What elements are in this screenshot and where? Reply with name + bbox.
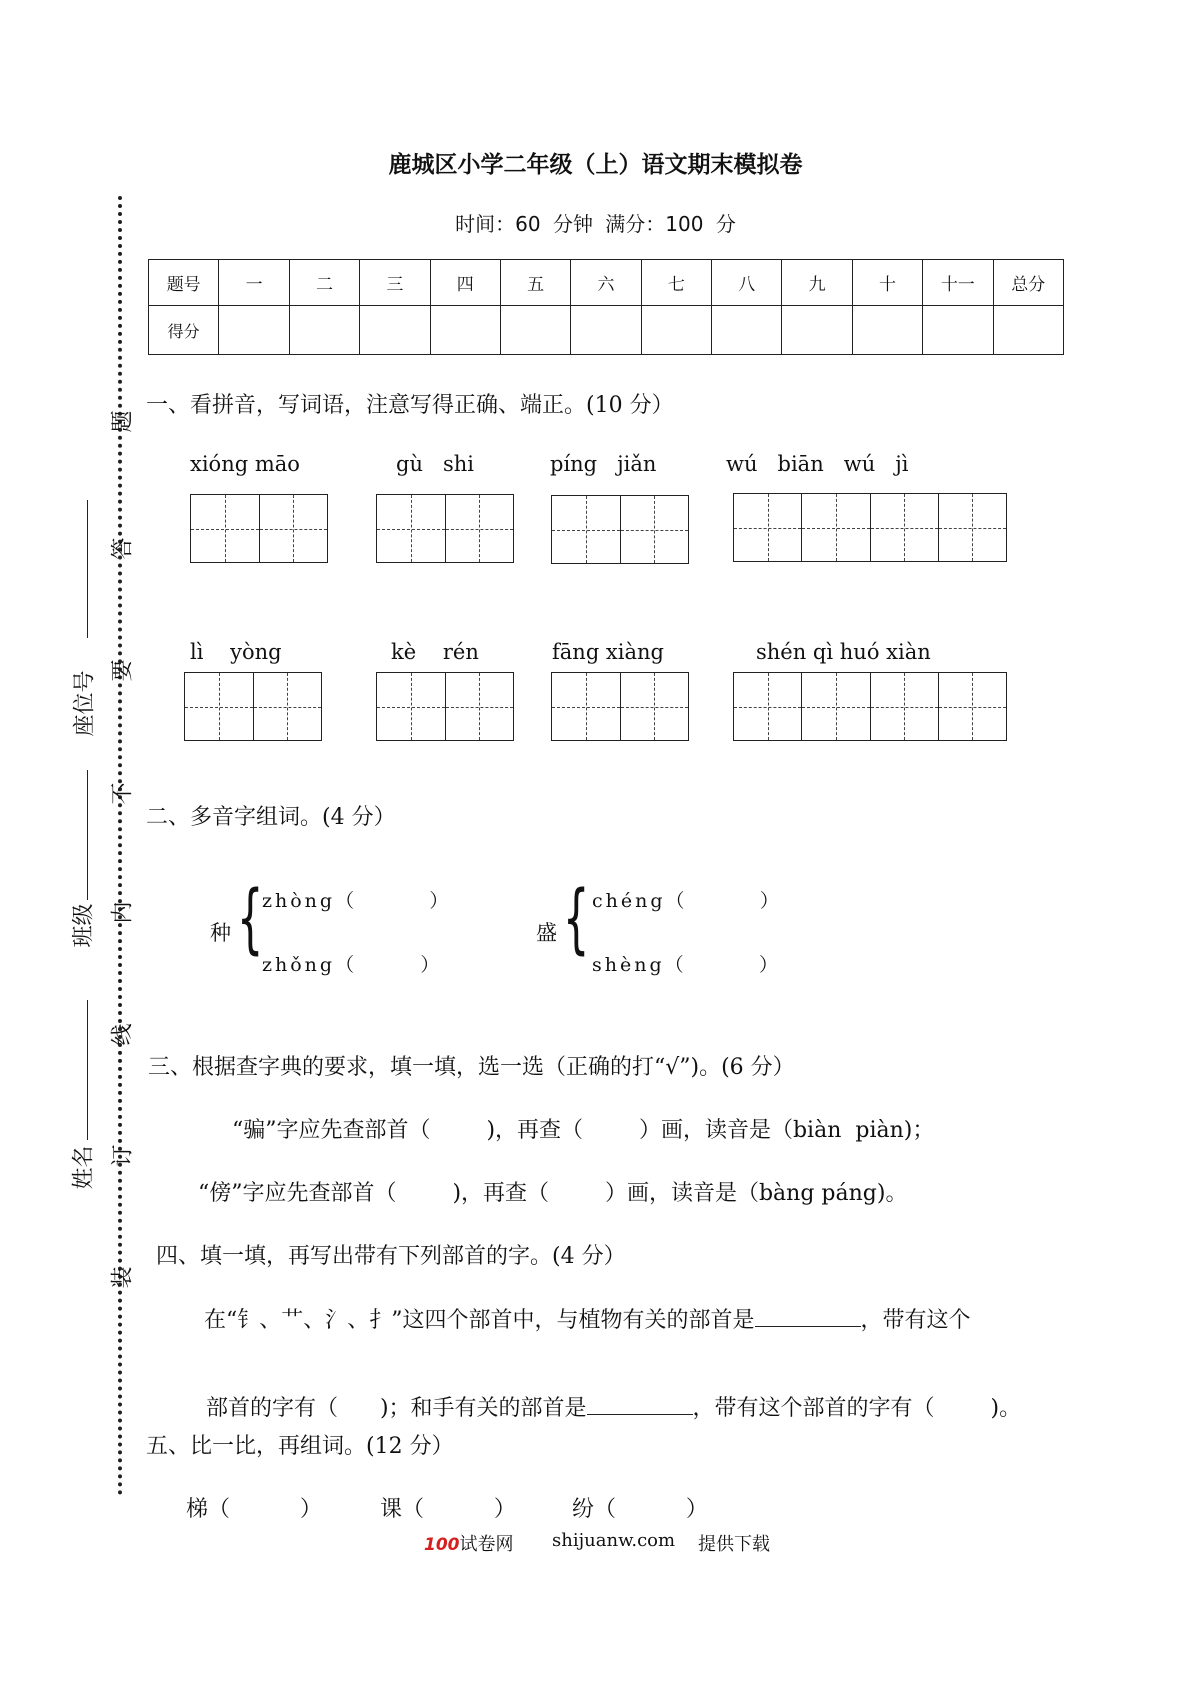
score-cell[interactable] [852,306,922,355]
score-table-score-row [149,306,1064,355]
section2-heading: 二、多音字组词。(4 分） [146,805,396,830]
score-cell[interactable] [641,306,711,355]
column-header: 二 [289,260,359,306]
compare-item[interactable]: 课（ ） [380,1497,516,1522]
score-cell[interactable] [360,306,430,355]
column-header: 总分 [993,260,1064,306]
score-table [148,259,1064,355]
section3-line[interactable]: “傍”字应先查部首（ )，再查（ ）画，读音是（bàng páng)。 [198,1181,908,1206]
binding-char: 线 [110,1023,136,1046]
pinyin-label: wú biān wú jì [726,452,909,476]
score-cell[interactable] [571,306,641,355]
seat-label: 座位号 [72,670,98,737]
score-cell[interactable] [782,306,852,355]
pinyin-label: píng jiǎn [550,452,657,476]
name-label: 姓名 [71,1145,97,1190]
section3-line[interactable]: “骗”字应先查部首（ )，再查（ ）画，读音是（biàn piàn)； [232,1118,935,1143]
polyphone-char: 盛 [536,921,557,945]
score-cell[interactable] [500,306,570,355]
column-header: 十一 [923,260,993,306]
section4-text: 在“钅、艹、氵、扌”这四个部首中，与植物有关的部首是 [204,1308,755,1333]
writing-grid[interactable] [551,672,689,741]
writing-grid[interactable] [184,672,322,741]
polyphone-item[interactable]: chéng（ ） [592,890,782,912]
compare-item[interactable]: 纷（ ） [572,1497,708,1522]
binding-char: 装 [110,1266,136,1289]
binding-char: 订 [110,1144,136,1167]
score-cell[interactable] [219,306,289,355]
site-logo: 100 [424,1535,460,1555]
section4-line1 [204,1303,971,1334]
score-cell[interactable] [923,306,993,355]
download-note: 提供下载 [698,1534,770,1555]
score-cell[interactable] [289,306,359,355]
score-cell[interactable] [993,306,1064,355]
column-header: 五 [500,260,570,306]
pinyin-label: fāng xiàng [552,640,664,664]
brace-icon: { [562,873,590,962]
seat-blank[interactable] [87,500,88,638]
pinyin-label: kè rén [391,640,479,664]
answer-blank[interactable] [755,1304,861,1327]
section4-heading: 四、填一填，再写出带有下列部首的字。(4 分） [156,1244,626,1269]
polyphone-item[interactable]: zhòng（ ） [262,890,452,912]
name-blank[interactable] [87,1000,88,1140]
footer [424,1530,514,1556]
column-header: 一 [219,260,289,306]
binding-dotted-line [118,196,122,1496]
class-blank[interactable] [87,770,88,900]
site-url[interactable]: shijuanw.com [552,1530,676,1551]
column-header: 四 [430,260,500,306]
score-cell[interactable] [430,306,500,355]
pinyin-label: gù shi [396,452,475,476]
column-header: 六 [571,260,641,306]
binding-char: 内 [110,901,136,924]
exam-info: 时间：60 分钟 满分：100 分 [455,212,736,236]
binding-char: 要 [110,659,136,682]
answer-blank[interactable] [587,1392,693,1415]
section4-text: 部首的字有（ )；和手有关的部首是 [206,1396,587,1421]
writing-grid[interactable] [551,495,689,564]
polyphone-char: 种 [210,921,231,945]
writing-grid[interactable] [376,494,514,563]
binding-char: 答 [110,537,136,560]
column-header: 三 [360,260,430,306]
column-header: 十 [852,260,922,306]
class-label: 班级 [71,903,97,948]
writing-grid[interactable] [376,672,514,741]
polyphone-item[interactable]: zhǒng（ ） [262,954,443,976]
section3-heading: 三、根据查字典的要求，填一填，选一选（正确的打“√”)。(6 分） [148,1055,795,1080]
binding-char: 题 [110,410,136,433]
site-name: 试卷网 [459,1534,514,1555]
section4-text: ，带有这个 [860,1308,971,1333]
writing-grid[interactable] [733,493,1007,562]
section5-heading: 五、比一比，再组词。(12 分） [146,1434,454,1459]
section4-text: ，带有这个部首的字有（ )。 [692,1396,1022,1421]
score-label: 得分 [149,306,219,355]
pinyin-label: lì yòng [190,640,282,664]
score-cell[interactable] [712,306,782,355]
header-label: 题号 [149,260,219,306]
pinyin-label: shén qì huó xiàn [756,640,931,664]
section4-line2 [192,1366,1021,1422]
pinyin-label: xióng māo [190,452,300,476]
brace-icon: { [236,873,264,962]
column-header: 八 [712,260,782,306]
writing-grid[interactable] [190,494,328,563]
page-title: 鹿城区小学二年级（上）语文期末模拟卷 [388,152,803,178]
compare-item[interactable]: 梯（ ） [186,1497,322,1522]
binding-char: 不 [110,782,136,805]
writing-grid[interactable] [733,672,1007,741]
column-header: 七 [641,260,711,306]
column-header: 九 [782,260,852,306]
section1-heading: 一、看拼音，写词语，注意写得正确、端正。(10 分） [146,393,674,418]
score-table-header-row [149,260,1064,306]
polyphone-item[interactable]: shèng（ ） [592,954,781,976]
